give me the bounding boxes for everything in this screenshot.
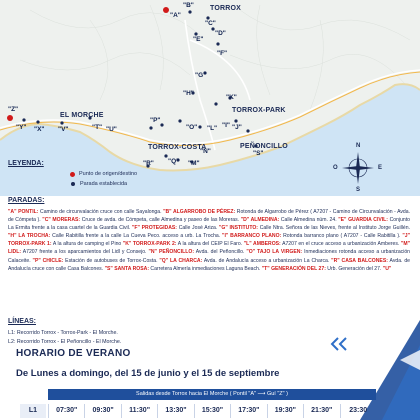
place-label-torrox-costa: TORROX-COSTA <box>148 144 207 151</box>
parada-description: Calle Ntra. Señora de las Nieves, frente al Instituto Jorge Guillén. <box>258 225 410 232</box>
stop-label-i: "I" <box>222 122 230 129</box>
stop-label-h: "H" <box>183 90 194 97</box>
parada-description: Rotonda barranco plano ( A7207 - Calle Rabitilla ). <box>281 233 403 240</box>
schedule-time: 23:30 <box>340 404 376 418</box>
place-label-torrox-park: TORROX-PARK <box>232 107 286 114</box>
paradas-list <box>8 208 410 273</box>
line-item-l1: L1: Recorrido Torrox - Torrox-Park - El Morche. <box>8 330 118 336</box>
paradas-title: PARADAS: <box>8 197 45 204</box>
place-label-penoncillo: PEÑONCILLO <box>240 143 288 150</box>
stop-label-c: "C" <box>205 20 216 27</box>
stop-label-o: "O" <box>186 124 198 131</box>
stop-label-j: "J" <box>232 124 242 131</box>
parada-description: Avda. de Andalucía acceso a urbanización La Charca. <box>202 257 332 264</box>
place-label-torrox: TORROX <box>210 5 242 12</box>
parada-code: "C" MORERAS: <box>42 217 81 224</box>
stop-label-f: "F" <box>217 50 228 57</box>
legend <box>8 160 258 187</box>
stop-label-z: "Z" <box>8 106 19 113</box>
parada-description: A la altura del CEIP El Faro. <box>176 241 244 248</box>
schedule-time: 15:30" <box>194 404 230 418</box>
parada-code: "J" TORROX-PARK 1: <box>8 233 410 248</box>
parada-description: Calle Rabitilla frente a la calle La Cueva Peco. acceso a urb. La Trocha. <box>50 233 223 240</box>
stop-label-e: "E" <box>193 36 204 43</box>
schedule-time: 11:30" <box>121 404 157 418</box>
place-label-el-morche: EL MORCHE <box>60 112 104 119</box>
schedule-times-row <box>48 404 376 418</box>
parada-code: "S" SANTA ROSA: <box>104 265 150 272</box>
compass-west: O <box>333 165 338 171</box>
parada-code: "Q" LA CHARCA: <box>159 257 203 264</box>
stop-label-u: "U" <box>106 126 117 133</box>
decorative-shapes <box>330 300 420 420</box>
origin-marker-el-morche <box>7 115 13 121</box>
parada-description: A la altura de camping el Pino <box>51 241 123 248</box>
parada-code: "O" TAJO LA VIRGEN: <box>246 249 303 256</box>
line-item-l2: L2: Recorrido Torrox - El Peñoncillo - El Morche. <box>8 339 122 345</box>
origin-marker-torrox <box>163 7 169 13</box>
lineas-title: LÍNEAS: <box>8 318 36 325</box>
parada-description: Cruce de avda. de Cómpeta, calle Almedina y paseo de las Moreras. <box>80 217 241 224</box>
parada-description: A7207 en el cruce acceso a urbanización Amberes. <box>280 241 401 248</box>
stop-label-m: "M" <box>188 160 200 167</box>
stop-label-b: "B" <box>183 2 194 9</box>
parada-code: "I" BARRANCO PLANO: <box>222 233 282 240</box>
schedule-time: 07:30" <box>48 404 84 418</box>
parada-description: A7207 frente a los aparcamientos del Lidl y Consejo. <box>21 249 149 256</box>
schedule-header: Salidas desde Torrox hacia El Morche ( Pontil "A" ⟶ Guí "Z" ) <box>48 389 376 400</box>
parada-code: "G" INSTITUTO: <box>219 225 258 232</box>
parada-code: "F" PROTEGIDAS: <box>131 225 178 232</box>
parada-description: Calle José Ariza. <box>177 225 219 232</box>
stop-label-l: "L" <box>207 125 218 132</box>
schedule-time: 17:30" <box>230 404 266 418</box>
parada-code: "M" LIDL: <box>8 241 410 256</box>
compass-south: S <box>356 187 361 193</box>
parada-code: "H" LA TROCHA: <box>8 233 51 240</box>
parada-description: Inmediaciones rotonda acceso a urbanización Calaceite. <box>8 249 411 264</box>
parada-code: "P" CHICLE: <box>32 257 64 264</box>
parada-description: Camino de circunvalación cruce con calle Sayalonga. <box>38 209 164 215</box>
parada-description: Urb. Generación del 27. <box>325 265 383 272</box>
schedule-time: 13:30" <box>157 404 193 418</box>
stop-marker-icon <box>71 182 75 186</box>
legend-origin-label: Punto de origen/destino <box>79 171 138 177</box>
stop-label-t: "T" <box>92 124 103 131</box>
compass-north: N <box>356 143 361 149</box>
parada-code: "T" GENERACIÓN DEL 27: <box>261 265 326 272</box>
compass-east: E <box>378 165 383 171</box>
horario-dates: De Lunes a domingo, del 15 de junio y el 15 de septiembre <box>16 368 280 379</box>
parada-code: "U" <box>382 265 392 272</box>
schedule-line-label: L1 <box>20 404 46 418</box>
parada-description: Avda. del Peñoncillo. <box>194 249 247 256</box>
legend-origin-row <box>8 171 258 177</box>
parada-description: Conjunto La Ermita frente a la casa cuartel de la Guardia Civil. <box>8 217 410 232</box>
schedule-time: 21:30" <box>303 404 339 418</box>
stop-label-n: "N" <box>200 148 211 155</box>
stop-label-v: "V" <box>58 126 69 133</box>
origin-marker-icon <box>70 172 75 177</box>
parada-code: "D" ALMEDINA: <box>240 217 280 224</box>
stop-label-q: "Q" <box>168 158 180 165</box>
parada-code: "E" GUARDIA CIVIL: <box>338 217 388 224</box>
horario-title: HORARIO DE VERANO <box>16 348 131 359</box>
parada-description: Rotonda de Algarrobo de Pérez ( A7207 - Camino de Circunvalación - Avda. de Cómpeta ). <box>8 209 411 224</box>
parada-code: "A" PONTIL: <box>8 209 39 215</box>
legend-stop-label: Parada establecida <box>80 181 128 187</box>
parada-code: "R" CASA BALCONES: <box>331 257 388 264</box>
stop-label-k: "K" <box>226 94 237 101</box>
stop-label-r: "R" <box>143 160 154 167</box>
legend-stop-row <box>8 181 258 187</box>
parada-description: Avda. de Andalucía cruce con calle Casa Balcones. <box>8 257 410 272</box>
route-map <box>0 0 420 196</box>
parada-description: Calle Almedina núm. 24. <box>279 217 339 224</box>
parada-code: "N" PEÑONCILLO: <box>148 249 195 256</box>
stop-label-y: "Y" <box>16 124 27 131</box>
stop-label-a: "A" <box>170 12 181 19</box>
stop-label-s: "S" <box>253 150 264 157</box>
legend-title: LEYENDA: <box>8 160 44 167</box>
parada-description: Carretera Almería inmediaciones Laguna Beach. <box>149 265 262 272</box>
parada-code: "K" TORROX-PARK 2: <box>122 241 177 248</box>
stop-label-g: "G" <box>195 72 207 79</box>
compass-rose-icon <box>340 150 376 186</box>
stop-label-d: "D" <box>215 30 226 37</box>
parada-description: Estación de autobuses de Torrox-Costa. <box>63 257 160 264</box>
schedule-time: 19:30" <box>267 404 303 418</box>
stop-label-p: "P" <box>150 117 161 124</box>
schedule-time: 09:30" <box>84 404 120 418</box>
parada-code: "L" AMBEROS: <box>243 241 281 248</box>
parada-code: "B" ALGARROBO DE PÉREZ: <box>163 209 236 215</box>
stop-label-x: "X" <box>34 126 45 133</box>
